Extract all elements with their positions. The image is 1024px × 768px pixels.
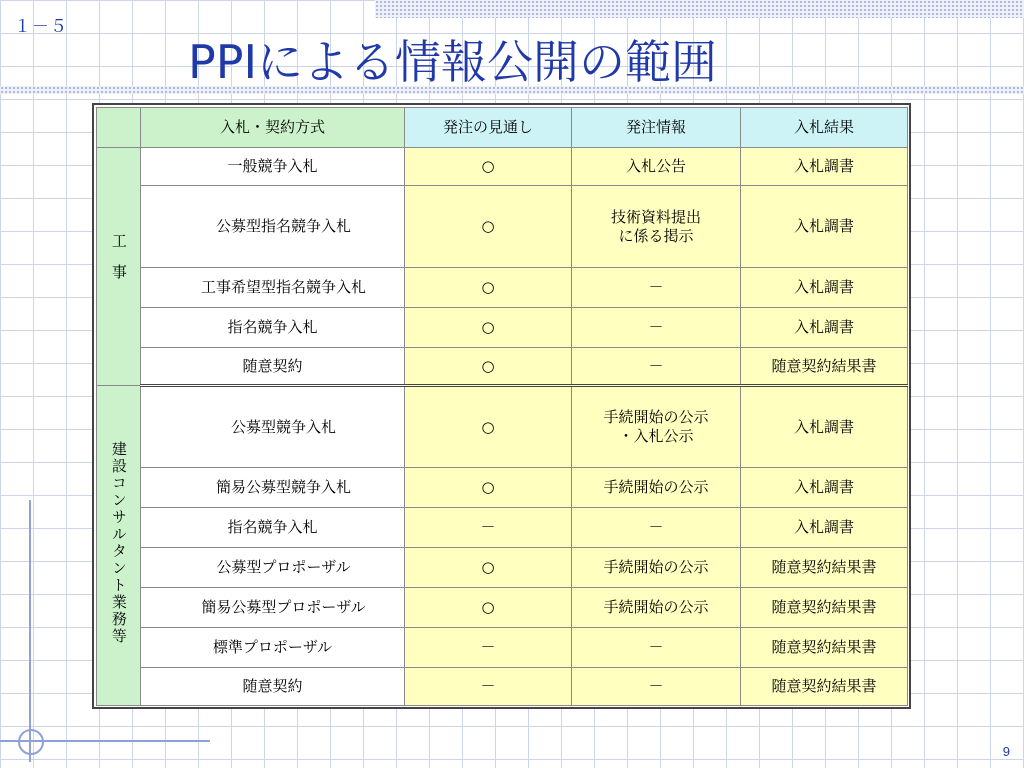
slide-section-label: １－５: [14, 17, 68, 37]
order-info-cell: 手続開始の公示: [572, 548, 741, 588]
header-row: [97, 108, 908, 148]
table-row: [97, 386, 908, 468]
method-cell: 工事希望型指名競争入札: [141, 268, 405, 308]
outlook-cell: ○: [405, 148, 572, 186]
decorative-vertical-line: [29, 500, 31, 762]
outlook-cell: ○: [405, 186, 572, 268]
order-info-cell: 手続開始の公示 ・入札公示: [572, 386, 741, 468]
method-cell: 標準プロポーザル: [141, 628, 405, 668]
slide-title: PPIによる情報公開の範囲: [188, 35, 718, 89]
group-construction: 工事: [97, 148, 141, 386]
order-info-cell: －: [572, 348, 741, 386]
group-consulting: 建設コンサルタント業務等: [97, 386, 141, 706]
order-info-cell: －: [572, 268, 741, 308]
outlook-cell: ○: [405, 548, 572, 588]
outlook-cell: ○: [405, 386, 572, 468]
table-row: [97, 588, 908, 628]
order-info-cell: －: [572, 628, 741, 668]
outlook-cell: ○: [405, 588, 572, 628]
order-info-cell: 手続開始の公示: [572, 468, 741, 508]
outlook-cell: －: [405, 668, 572, 706]
method-cell: 簡易公募型競争入札: [141, 468, 405, 508]
result-cell: 入札調書: [741, 308, 908, 348]
result-cell: 入札調書: [741, 186, 908, 268]
header-outlook: 発注の見通し: [405, 108, 572, 148]
table-row: [97, 268, 908, 308]
outlook-cell: ○: [405, 268, 572, 308]
order-info-cell: 技術資料提出 に係る掲示: [572, 186, 741, 268]
table-row: [97, 508, 908, 548]
method-cell: 随意契約: [141, 348, 405, 386]
table-row: [97, 148, 908, 186]
method-cell: 簡易公募型プロポーザル: [141, 588, 405, 628]
table-row: [97, 468, 908, 508]
result-cell: 入札調書: [741, 468, 908, 508]
result-cell: 随意契約結果書: [741, 348, 908, 386]
method-cell: 公募型プロポーザル: [141, 548, 405, 588]
method-cell: 随意契約: [141, 668, 405, 706]
outlook-cell: ○: [405, 468, 572, 508]
table-row: [97, 308, 908, 348]
method-cell: 公募型競争入札: [141, 386, 405, 468]
result-cell: 入札調書: [741, 508, 908, 548]
outlook-cell: －: [405, 508, 572, 548]
table-row: [97, 548, 908, 588]
table-row: [97, 668, 908, 706]
method-cell: 指名競争入札: [141, 308, 405, 348]
method-cell: 一般競争入札: [141, 148, 405, 186]
result-cell: 随意契約結果書: [741, 628, 908, 668]
order-info-cell: －: [572, 668, 741, 706]
top-decorative-strip: [375, 0, 1024, 18]
order-info-cell: 入札公告: [572, 148, 741, 186]
page-number: 9: [1002, 744, 1010, 759]
header-corner-cell: [97, 108, 141, 148]
result-cell: 随意契約結果書: [741, 668, 908, 706]
header-method: 入札・契約方式: [141, 108, 405, 148]
outlook-cell: －: [405, 628, 572, 668]
outlook-cell: ○: [405, 308, 572, 348]
method-cell: 公募型指名競争入札: [141, 186, 405, 268]
table-row: [97, 186, 908, 268]
header-order-info: 発注情報: [572, 108, 741, 148]
table-row: [97, 348, 908, 386]
order-info-cell: －: [572, 508, 741, 548]
table-row: [97, 628, 908, 668]
result-cell: 入札調書: [741, 268, 908, 308]
disclosure-table: [96, 107, 908, 706]
method-cell: 指名競争入札: [141, 508, 405, 548]
header-result: 入札結果: [741, 108, 908, 148]
order-info-cell: －: [572, 308, 741, 348]
result-cell: 随意契約結果書: [741, 548, 908, 588]
result-cell: 入札調書: [741, 386, 908, 468]
decorative-circle: [18, 729, 44, 755]
order-info-cell: 手続開始の公示: [572, 588, 741, 628]
result-cell: 入札調書: [741, 148, 908, 186]
result-cell: 随意契約結果書: [741, 588, 908, 628]
outlook-cell: ○: [405, 348, 572, 386]
